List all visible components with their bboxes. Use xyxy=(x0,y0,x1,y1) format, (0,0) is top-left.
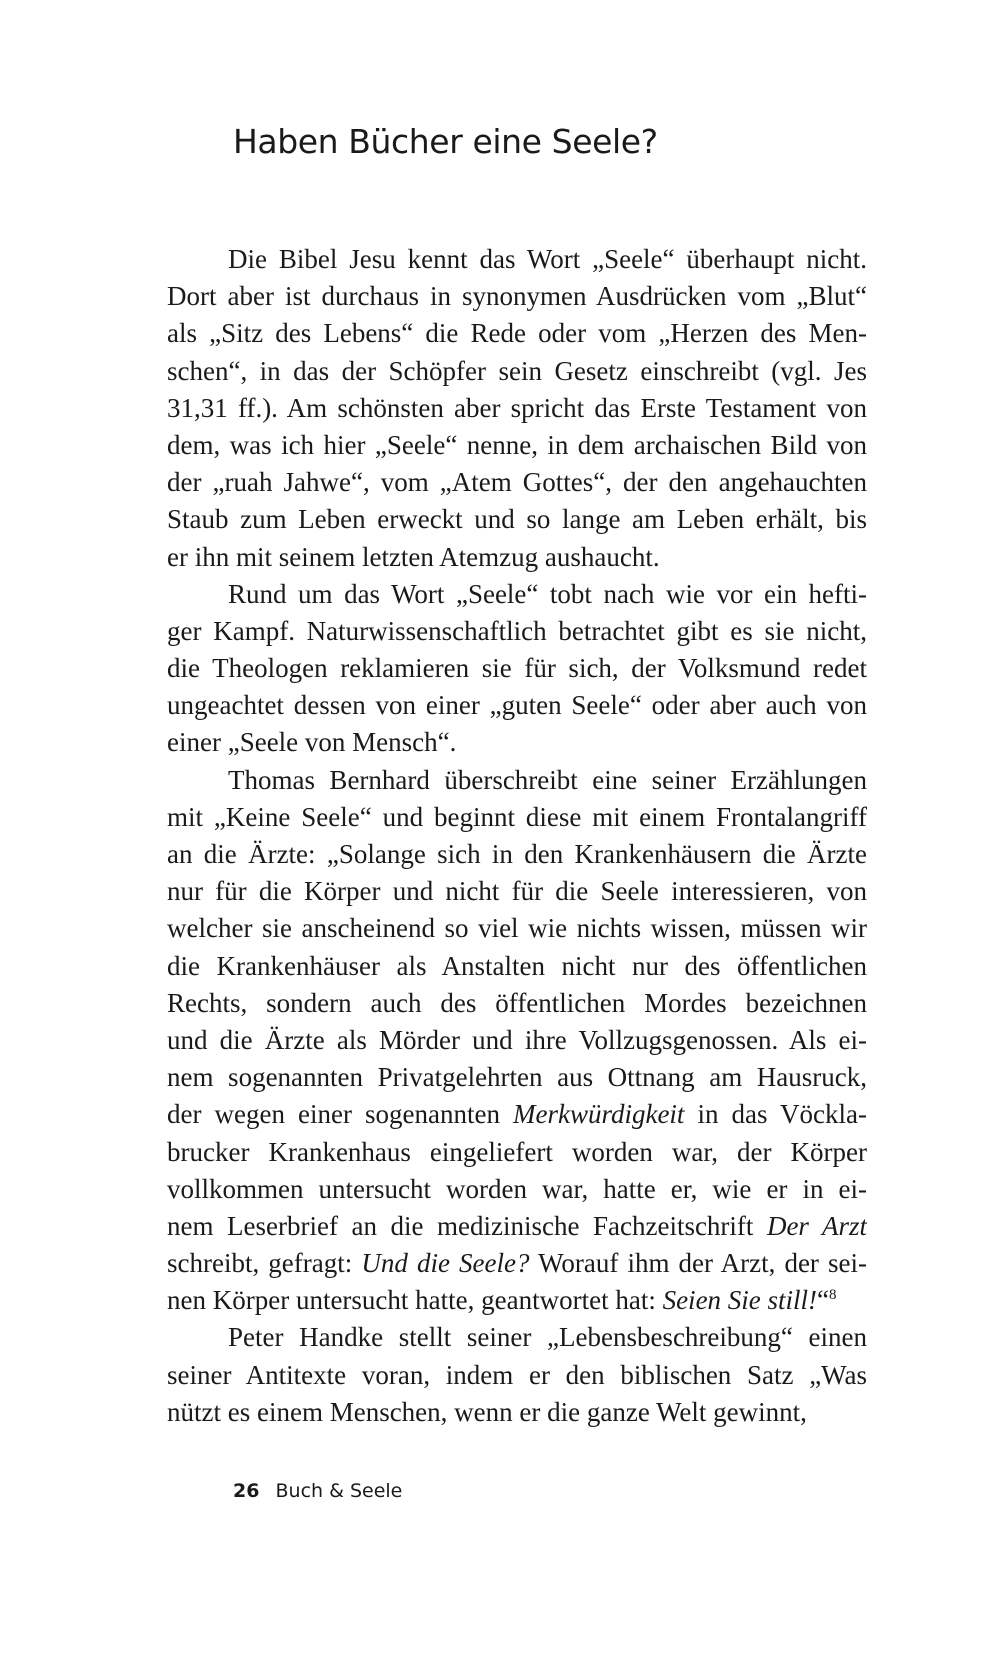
paragraph xyxy=(167,1319,867,1431)
text-line: ungeachtet dessen von einer „guten Seele“ oder aber auch von xyxy=(167,690,867,721)
text-line: die Theologen reklamieren sie für sich, der Volksmund redet xyxy=(167,653,867,684)
text-line: nützt es einem Menschen, wenn er die ganze Welt gewinnt, xyxy=(167,1396,807,1427)
text-line: Thomas Bernhard überschreibt eine seiner Erzählungen xyxy=(228,764,867,795)
text-line: welcher sie anscheinend so viel wie nichts wissen, müssen wir xyxy=(167,913,867,944)
text-line: dem, was ich hier „Seele“ nenne, in dem archaischen Bild von xyxy=(167,429,867,460)
page-footer xyxy=(233,1480,402,1502)
text-line: als „Sitz des Lebens“ die Rede oder vom „Herzen des Men- xyxy=(167,318,867,349)
text-line: die Krankenhäuser als Anstalten nicht nur des öffentlichen xyxy=(167,950,867,981)
text-line: der „ruah Jahwe“, vom „Atem Gottes“, der den angehauchten xyxy=(167,467,867,498)
text-line: Die Bibel Jesu kennt das Wort „Seele“ überhaupt nicht. xyxy=(228,244,867,274)
text-line: er ihn mit seinem letzten Atemzug aushaucht. xyxy=(167,541,660,572)
text-line: vollkommen untersucht worden war, hatte er, wie er in ei- xyxy=(167,1173,867,1204)
text-line: mit „Keine Seele“ und beginnt diese mit einem Frontalangriff xyxy=(167,801,867,832)
text-line: an die Ärzte: „Solange sich in den Krankenhäusern die Ärzte xyxy=(167,839,867,869)
page-number: 26 xyxy=(233,1480,260,1502)
text-line: Peter Handke stellt seiner „Lebensbeschreibung“ einen xyxy=(228,1322,867,1353)
text-line: 31,31 ff.). Am schönsten aber spricht das Erste Testament von xyxy=(167,392,867,423)
text-line: seiner Antitexte voran, indem er den biblischen Satz „Was xyxy=(167,1359,867,1390)
paragraph xyxy=(167,241,867,576)
body-text xyxy=(167,241,867,1431)
paragraph xyxy=(167,762,867,1320)
running-title: Buch & Seele xyxy=(275,1480,403,1502)
text-line: schreibt, gefragt: Und die Seele? Worauf ihm der Arzt, der sei- xyxy=(167,1248,867,1279)
text-line: schen“, in das der Schöpfer sein Gesetz einschreibt (vgl. Jes xyxy=(167,355,867,386)
paragraph xyxy=(167,576,867,762)
text-line: und die Ärzte als Mörder und ihre Vollzugsgenossen. Als ei- xyxy=(167,1024,867,1055)
text-line: ger Kampf. Naturwissenschaftlich betrachtet gibt es sie nicht, xyxy=(167,615,867,646)
text-line: der wegen einer sogenannten Merkwürdigkeit in das Vöckla- xyxy=(167,1099,867,1130)
text-line: einer „Seele von Mensch“. xyxy=(167,727,457,758)
chapter-heading: Haben Bücher eine Seele? xyxy=(233,122,658,161)
text-line: Staub zum Leben erweckt und so lange am Leben erhält, bis xyxy=(167,504,867,535)
text-line: brucker Krankenhaus eingeliefert worden war, der Körper xyxy=(167,1136,867,1167)
text-line: nur für die Körper und nicht für die Seele interessieren, von xyxy=(167,876,867,907)
text-line: nem sogenannten Privatgelehrten aus Ottnang am Hausruck, xyxy=(167,1062,867,1093)
text-line: Rechts, sondern auch des öffentlichen Mordes bezeichnen xyxy=(167,987,867,1018)
text-line: nem Leserbrief an die medizinische Fachzeitschrift Der Arzt xyxy=(167,1210,867,1241)
text-line: Rund um das Wort „Seele“ tobt nach wie vor ein hefti- xyxy=(228,578,867,609)
footnote-reference: 8 xyxy=(829,1287,837,1304)
text-line: Dort aber ist durchaus in synonymen Ausdrücken vom „Blut“ xyxy=(167,281,867,312)
text-line: nen Körper untersucht hatte, geantwortet hat: Seien Sie still!“$^8$ xyxy=(167,1285,837,1316)
